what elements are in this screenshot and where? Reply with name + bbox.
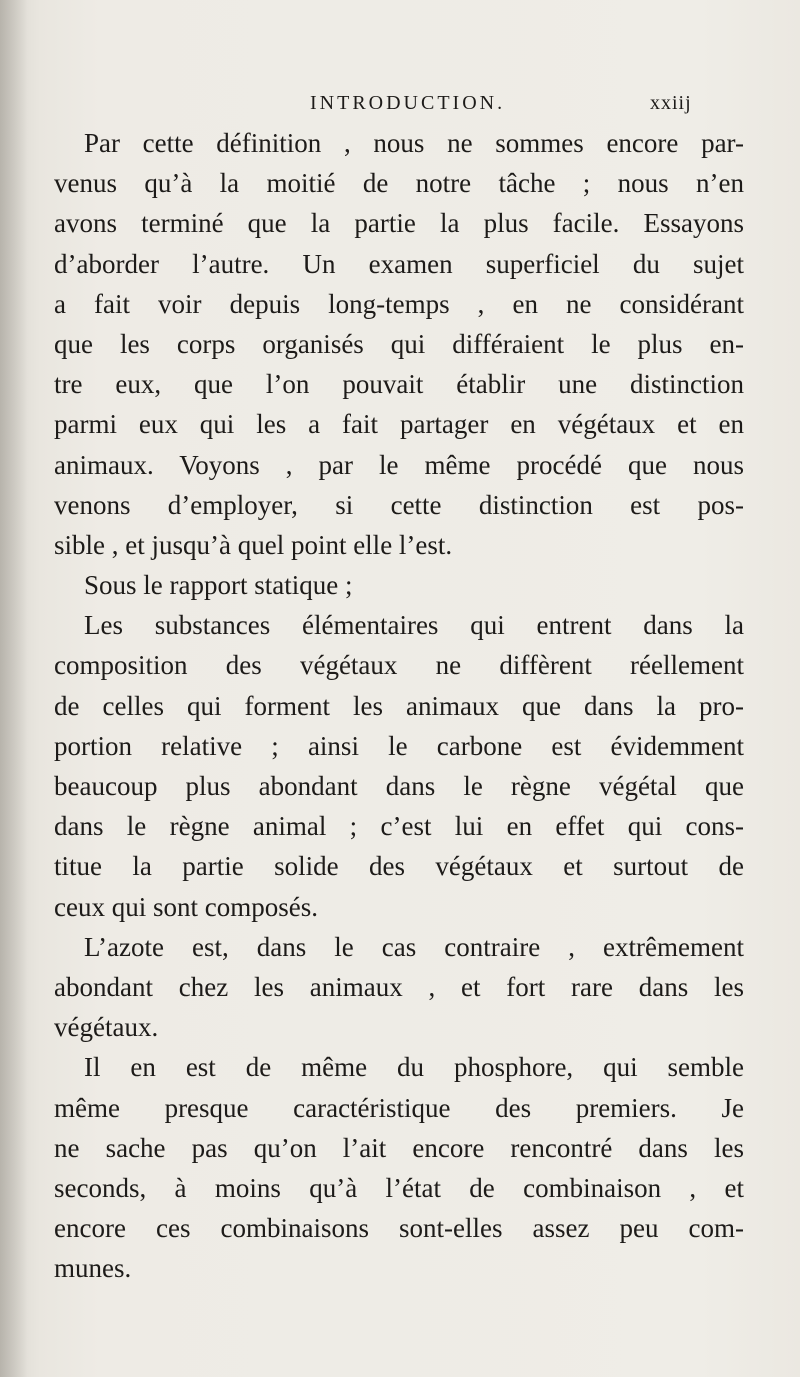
text-line: a fait voir depuis long-temps , en ne considérant xyxy=(54,288,744,319)
page-number: xxiij xyxy=(650,92,692,114)
text-line: venus qu’à la moitié de notre tâche ; nous n’en xyxy=(54,168,744,199)
text-line: portion relative ; ainsi le carbone est évidemment xyxy=(54,730,744,761)
text-line: parmi eux qui les a fait partager en végétaux et en xyxy=(54,409,744,440)
text-line: titue la partie solide des végétaux et surtout de xyxy=(54,851,744,882)
text-line: d’aborder l’autre. Un examen superficiel du sujet xyxy=(54,248,744,279)
text-line: ne sache pas qu’on l’ait encore rencontré dans les xyxy=(54,1132,744,1163)
text-line: munes. xyxy=(54,1253,132,1284)
text-line: encore ces combinaisons sont-elles assez peu com- xyxy=(54,1213,744,1244)
text-line: beaucoup plus abondant dans le règne végétal que xyxy=(54,771,744,801)
page-header xyxy=(0,88,800,118)
text-line: dans le règne animal ; c’est lui en effet qui cons- xyxy=(54,811,744,842)
text-line: même presque caractéristique des premiers. Je xyxy=(54,1092,744,1123)
text-line: que les corps organisés qui différaient le plus en- xyxy=(54,328,744,359)
text-line: L’azote est, dans le cas contraire , extrêmement xyxy=(84,931,744,962)
text-line: Les substances élémentaires qui entrent dans la xyxy=(84,610,744,641)
text-line: tre eux, que l’on pouvait établir une distinction xyxy=(54,369,744,400)
body-text xyxy=(54,123,744,1288)
text-line: Sous le rapport statique ; xyxy=(84,570,353,601)
binding-shadow xyxy=(0,0,28,1377)
text-line: sible , et jusqu’à quel point elle l’est. xyxy=(54,529,453,560)
text-line: abondant chez les animaux , et fort rare dans les xyxy=(54,971,744,1002)
text-line: Il en est de même du phosphore, qui semble xyxy=(84,1052,744,1083)
running-title: INTRODUCTION. xyxy=(310,92,506,114)
text-line: ceux qui sont composés. xyxy=(54,891,318,922)
text-line: venons d’employer, si cette distinction est pos- xyxy=(54,489,744,520)
text-line: seconds, à moins qu’à l’état de combinaison , et xyxy=(54,1172,744,1203)
text-line: Par cette définition , nous ne sommes encore par- xyxy=(84,128,744,158)
text-line: végétaux. xyxy=(54,1012,159,1043)
text-line: animaux. Voyons , par le même procédé que nous xyxy=(54,449,744,480)
text-line: avons terminé que la partie la plus facile. Essayons xyxy=(54,208,744,239)
text-line: de celles qui forment les animaux que dans la pro- xyxy=(54,690,744,721)
text-line: composition des végétaux ne diffèrent réellement xyxy=(54,650,744,681)
